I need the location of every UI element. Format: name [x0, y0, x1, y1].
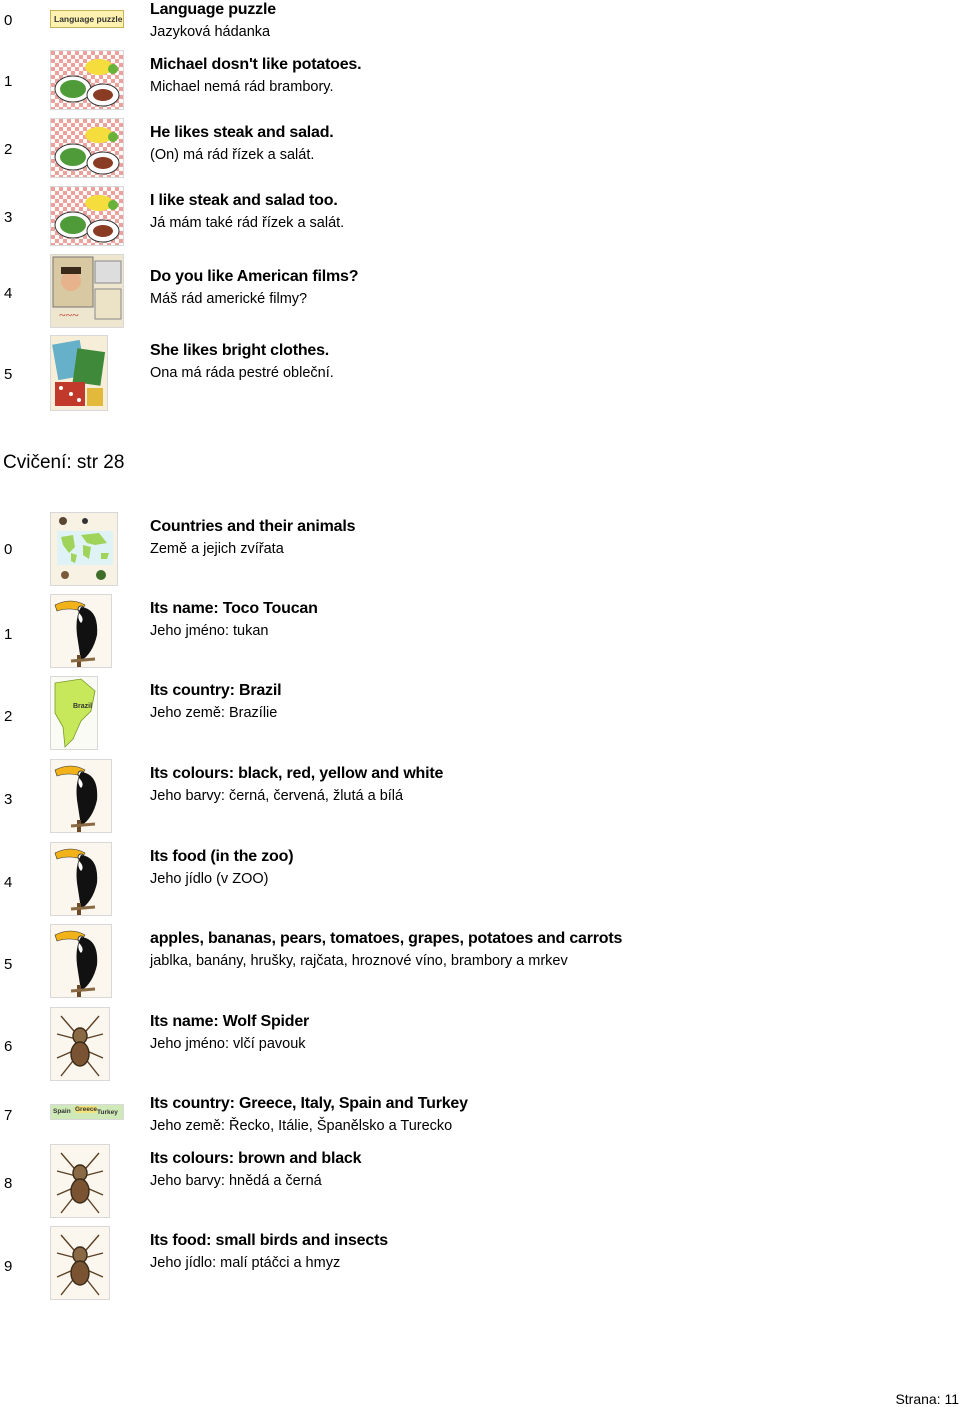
language-puzzle-banner-icon: Language puzzle: [50, 10, 124, 28]
czech-translation: Jeho jméno: tukan: [150, 623, 269, 639]
table-row: [0, 1003, 940, 1083]
table-row: [0, 755, 940, 835]
czech-translation: Já mám také rád řízek a salát.: [150, 215, 345, 231]
row-number: 5: [4, 366, 13, 383]
table-row: [0, 116, 940, 180]
english-sentence: Language puzzle: [150, 1, 276, 18]
table-row: [0, 184, 940, 248]
czech-translation: Máš rád americké filmy?: [150, 291, 308, 307]
table-row: [0, 508, 940, 588]
row-number: 1: [4, 73, 13, 90]
spider-icon: [50, 1007, 110, 1081]
row-number: 0: [4, 541, 13, 558]
row-number: 4: [4, 874, 13, 891]
table-row: [0, 334, 940, 414]
row-number: 7: [4, 1107, 13, 1124]
toucan-icon: [50, 759, 112, 833]
row-number: 8: [4, 1175, 13, 1192]
row-number: 6: [4, 1038, 13, 1055]
page-number: Strana: 11: [895, 1391, 959, 1407]
food-plate-icon: [50, 186, 124, 246]
english-sentence: She likes bright clothes.: [150, 342, 330, 359]
english-sentence: Countries and their animals: [150, 518, 356, 535]
english-sentence: Do you like American films?: [150, 268, 359, 285]
english-sentence: Its food (in the zoo): [150, 848, 294, 865]
czech-translation: Jeho jídlo: malí ptáčci a hmyz: [150, 1255, 341, 1271]
czech-translation: Michael nemá rád brambory.: [150, 79, 334, 95]
table-row: [0, 48, 940, 112]
english-sentence: Michael dosn't like potatoes.: [150, 56, 362, 73]
europe-map-icon: Spain Greece Turkey: [50, 1104, 124, 1120]
english-sentence: I like steak and salad too.: [150, 192, 338, 209]
exercise-heading: Cvičení: str 28: [3, 452, 125, 473]
czech-translation: Jeho země: Řecko, Itálie, Španělsko a Turecko: [150, 1118, 453, 1134]
czech-translation: Země a jejich zvířata: [150, 541, 284, 557]
czech-translation: Jazyková hádanka: [150, 24, 271, 40]
czech-translation: Jeho barvy: černá, červená, žlutá a bílá: [150, 788, 404, 804]
toucan-icon: [50, 842, 112, 916]
food-plate-icon: [50, 50, 124, 110]
english-sentence: apples, bananas, pears, tomatoes, grapes, potatoes and carrots: [150, 930, 623, 947]
english-sentence: Its colours: black, red, yellow and white: [150, 765, 444, 782]
table-row: [0, 0, 940, 40]
row-number: 9: [4, 1258, 13, 1275]
row-number: 1: [4, 626, 13, 643]
english-sentence: Its colours: brown and black: [150, 1150, 362, 1167]
czech-translation: Jeho barvy: hnědá a černá: [150, 1173, 322, 1189]
row-number: 3: [4, 209, 13, 226]
row-number: 5: [4, 956, 13, 973]
row-number: 3: [4, 791, 13, 808]
czech-translation: Ona má ráda pestré obleční.: [150, 365, 334, 381]
spider-icon: [50, 1226, 110, 1300]
english-sentence: He likes steak and salad.: [150, 124, 334, 141]
czech-translation: Jeho jídlo (v ZOO): [150, 871, 269, 887]
table-row: [0, 1140, 940, 1220]
table-row: [0, 838, 940, 918]
czech-translation: jablka, banány, hrušky, rajčata, hroznové víno, brambory a mrkev: [150, 953, 568, 969]
row-number: 2: [4, 708, 13, 725]
english-sentence: Its country: Greece, Italy, Spain and Turkey: [150, 1095, 468, 1112]
clothes-icon: [50, 335, 108, 411]
english-sentence: Its name: Toco Toucan: [150, 600, 318, 617]
english-sentence: Its food: small birds and insects: [150, 1232, 388, 1249]
english-sentence: Its name: Wolf Spider: [150, 1013, 310, 1030]
row-number: 2: [4, 141, 13, 158]
toucan-icon: [50, 594, 112, 668]
spider-icon: [50, 1144, 110, 1218]
table-row: [0, 1222, 940, 1302]
table-row: [0, 920, 940, 1000]
toucan-icon: [50, 924, 112, 998]
svg-text:~~~: ~~~: [59, 308, 79, 322]
table-row: [0, 1092, 940, 1138]
czech-translation: (On) má rád řízek a salát.: [150, 147, 315, 163]
row-number: 0: [4, 12, 13, 29]
czech-translation: Jeho země: Brazílie: [150, 705, 278, 721]
film-poster-icon: [50, 254, 124, 328]
table-row: [0, 590, 940, 670]
food-plate-icon: [50, 118, 124, 178]
row-number: 4: [4, 285, 13, 302]
czech-translation: Jeho jméno: vlčí pavouk: [150, 1036, 306, 1052]
table-row: [0, 672, 940, 752]
world-map-icon: [50, 512, 118, 586]
english-sentence: Its country: Brazil: [150, 682, 282, 699]
brazil-map-icon: Brazil: [50, 676, 98, 750]
table-row: [0, 252, 940, 330]
